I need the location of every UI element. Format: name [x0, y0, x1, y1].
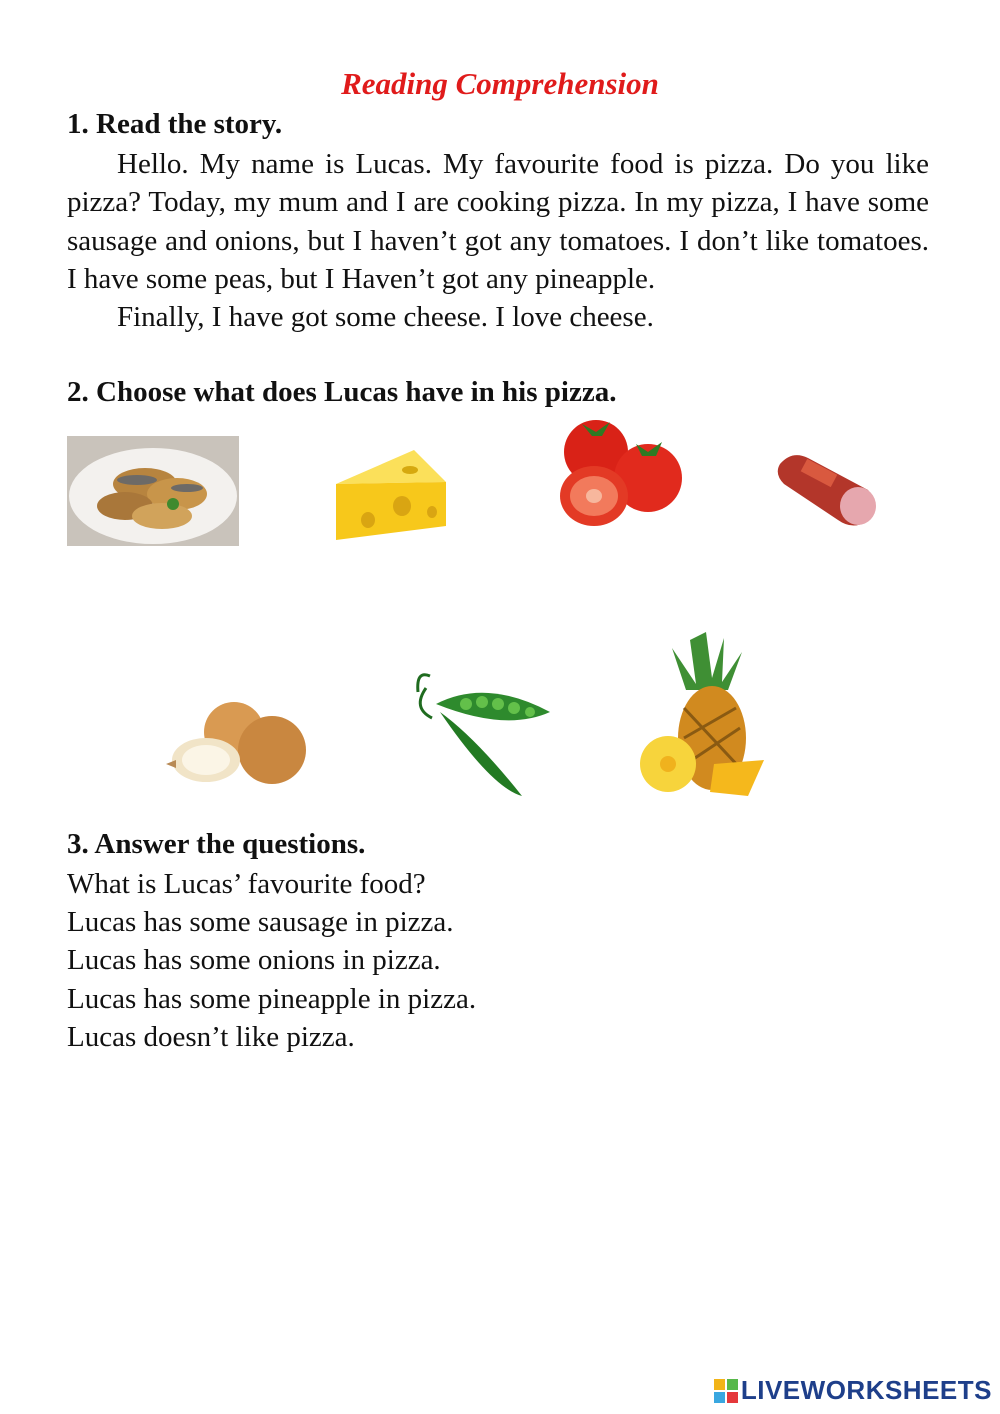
cheese-image[interactable] — [330, 440, 452, 544]
story-text — [67, 145, 929, 336]
question-1: What is Lucas’ favourite food? — [67, 868, 426, 900]
sausage-image[interactable] — [772, 444, 884, 530]
page-title: Reading Comprehension — [341, 66, 659, 101]
question-3: Lucas has some onions in pizza. — [67, 944, 441, 977]
story-paragraph-1: Hello. My name is Lucas. My favourite food is pizza. Do you like pizza? Today, my mum and I are cooking pizza. In my pizza, I have some sausage and onions, but I haven’t got any tomatoes. I don’t like tomatoes. I have some peas, but I Haven’t got any pineapple. — [67, 148, 929, 295]
pineapple-image[interactable] — [624, 628, 774, 798]
question-5: Lucas doesn’t like pizza. — [67, 1020, 355, 1053]
question-4: Lucas has some pineapple in pizza. — [67, 982, 477, 1015]
liveworksheets-icon — [713, 1378, 739, 1404]
questions-list — [67, 865, 476, 1056]
fish-image[interactable] — [67, 436, 239, 546]
tomatoes-image[interactable] — [552, 414, 684, 534]
brand-name: LIVEWORKSHEETS — [740, 1375, 992, 1405]
onions-image[interactable] — [164, 688, 314, 788]
story-paragraph-2: Finally, I have got some cheese. I love cheese. — [117, 301, 654, 334]
question-2: Lucas has some sausage in pizza. — [67, 906, 454, 939]
section1-heading: 1. Read the story. — [67, 108, 283, 140]
liveworksheets-logo — [713, 1375, 992, 1406]
peas-image[interactable] — [406, 668, 558, 800]
section3-heading: 3. Answer the questions. — [67, 828, 366, 860]
section2-heading: 2. Choose what does Lucas have in his pizza. — [67, 376, 617, 408]
